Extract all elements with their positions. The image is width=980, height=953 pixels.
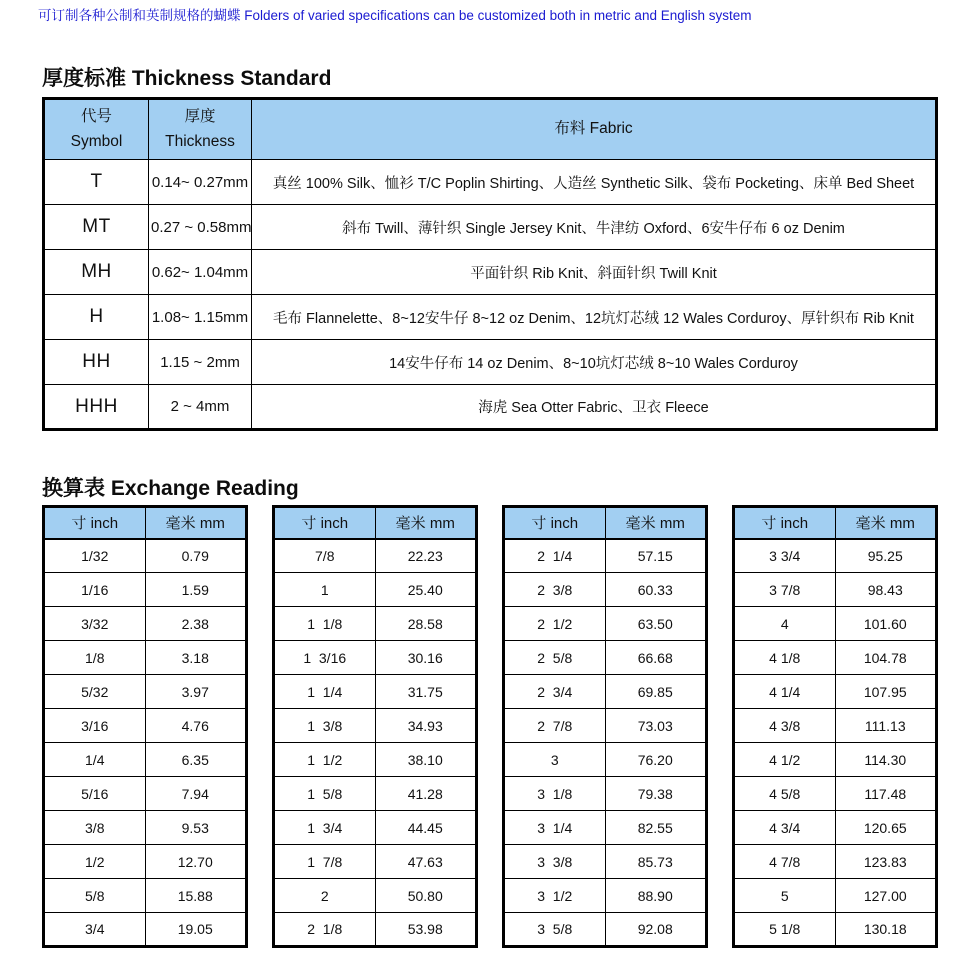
thickness-header-en: Thickness xyxy=(165,132,235,150)
table-row xyxy=(274,913,477,947)
inch-cell: 5 xyxy=(734,879,836,913)
table-row xyxy=(274,845,477,879)
mm-cell: 66.68 xyxy=(605,641,707,675)
inch-cell: 2 1/2 xyxy=(504,607,606,641)
table-row xyxy=(44,743,247,777)
inch-cell: 1 3/16 xyxy=(274,641,376,675)
inch-cell: 7/8 xyxy=(274,539,376,573)
table-row xyxy=(44,675,247,709)
inch-cell: 4 7/8 xyxy=(734,845,836,879)
fabric-column-header: 布料 Fabric xyxy=(252,99,937,160)
table-row xyxy=(274,709,477,743)
fabric-cell: 毛布 Flannelette、8~12安牛仔 8~12 oz Denim、12坑灯芯绒 12 Wales Corduroy、厚针织布 Rib Knit xyxy=(252,295,937,340)
mm-cell: 85.73 xyxy=(605,845,707,879)
inch-cell: 4 1/4 xyxy=(734,675,836,709)
mm-cell: 50.80 xyxy=(375,879,477,913)
inch-cell: 3 7/8 xyxy=(734,573,836,607)
table-row xyxy=(44,913,247,947)
table-row xyxy=(734,879,937,913)
mm-cell: 22.23 xyxy=(375,539,477,573)
inch-cell: 4 xyxy=(734,607,836,641)
mm-cell: 98.43 xyxy=(835,573,937,607)
mm-cell: 130.18 xyxy=(835,913,937,947)
inch-cell: 4 3/8 xyxy=(734,709,836,743)
inch-cell: 3/4 xyxy=(44,913,146,947)
table-row xyxy=(734,811,937,845)
table-row xyxy=(44,573,247,607)
inch-cell: 3 xyxy=(504,743,606,777)
table-row xyxy=(44,641,247,675)
table-row xyxy=(734,709,937,743)
inch-cell: 1/16 xyxy=(44,573,146,607)
mm-cell: 25.40 xyxy=(375,573,477,607)
inch-column-header: 寸 inch xyxy=(504,507,606,539)
symbol-cell: H xyxy=(44,295,149,340)
inch-cell: 5 1/8 xyxy=(734,913,836,947)
table-row xyxy=(504,777,707,811)
exchange-table-2 xyxy=(272,505,478,948)
table-row xyxy=(44,777,247,811)
exchange-table-4 xyxy=(732,505,938,948)
inch-column-header: 寸 inch xyxy=(734,507,836,539)
mm-cell: 107.95 xyxy=(835,675,937,709)
table-row xyxy=(274,777,477,811)
table-row xyxy=(734,607,937,641)
customization-note: 可订制各种公制和英制规格的蝴蝶 Folders of varied specifications can be customized both in metric and English system xyxy=(38,8,752,23)
exchange-table-3-body xyxy=(504,539,707,947)
exchange-table-2-body xyxy=(274,539,477,947)
inch-cell: 3 5/8 xyxy=(504,913,606,947)
inch-cell: 2 3/4 xyxy=(504,675,606,709)
mm-cell: 38.10 xyxy=(375,743,477,777)
table-row xyxy=(44,607,247,641)
mm-cell: 47.63 xyxy=(375,845,477,879)
symbol-cell: HH xyxy=(44,340,149,385)
fabric-cell: 斜布 Twill、薄针织 Single Jersey Knit、牛津纺 Oxford、6安牛仔布 6 oz Denim xyxy=(252,205,937,250)
mm-cell: 123.83 xyxy=(835,845,937,879)
thickness-cell: 1.15 ~ 2mm xyxy=(149,340,252,385)
table-row xyxy=(504,573,707,607)
inch-cell: 4 1/2 xyxy=(734,743,836,777)
table-row xyxy=(734,539,937,573)
mm-cell: 76.20 xyxy=(605,743,707,777)
inch-cell: 2 3/8 xyxy=(504,573,606,607)
table-row xyxy=(44,205,937,250)
table-row xyxy=(504,913,707,947)
table-row xyxy=(504,845,707,879)
header-row xyxy=(44,99,937,160)
mm-cell: 1.59 xyxy=(145,573,247,607)
table-row xyxy=(734,743,937,777)
inch-cell: 2 5/8 xyxy=(504,641,606,675)
header-row xyxy=(44,507,247,539)
table-row xyxy=(274,641,477,675)
mm-cell: 30.16 xyxy=(375,641,477,675)
exchange-reading-title: 换算表 Exchange Reading xyxy=(42,477,299,500)
table-row xyxy=(734,641,937,675)
mm-cell: 92.08 xyxy=(605,913,707,947)
mm-cell: 4.76 xyxy=(145,709,247,743)
inch-cell: 3 1/2 xyxy=(504,879,606,913)
table-row xyxy=(44,879,247,913)
table-row xyxy=(274,743,477,777)
inch-cell: 2 1/4 xyxy=(504,539,606,573)
table-row xyxy=(504,743,707,777)
table-row xyxy=(44,709,247,743)
mm-cell: 79.38 xyxy=(605,777,707,811)
mm-cell: 57.15 xyxy=(605,539,707,573)
table-row xyxy=(44,845,247,879)
table-row xyxy=(274,675,477,709)
inch-cell: 3 1/8 xyxy=(504,777,606,811)
mm-cell: 31.75 xyxy=(375,675,477,709)
mm-cell: 117.48 xyxy=(835,777,937,811)
mm-cell: 15.88 xyxy=(145,879,247,913)
mm-cell: 60.33 xyxy=(605,573,707,607)
table-row xyxy=(504,607,707,641)
table-row xyxy=(274,573,477,607)
inch-cell: 2 xyxy=(274,879,376,913)
fabric-cell: 海虎 Sea Otter Fabric、卫衣 Fleece xyxy=(252,385,937,430)
header-row xyxy=(734,507,937,539)
inch-cell: 4 1/8 xyxy=(734,641,836,675)
mm-column-header: 毫米 mm xyxy=(145,507,247,539)
thickness-cell: 1.08~ 1.15mm xyxy=(149,295,252,340)
inch-cell: 1/8 xyxy=(44,641,146,675)
thickness-cell: 0.27 ~ 0.58mm xyxy=(149,205,252,250)
mm-cell: 53.98 xyxy=(375,913,477,947)
inch-column-header: 寸 inch xyxy=(274,507,376,539)
mm-cell: 88.90 xyxy=(605,879,707,913)
table-row xyxy=(44,385,937,430)
inch-cell: 1 5/8 xyxy=(274,777,376,811)
table-row xyxy=(734,913,937,947)
thickness-cell: 0.14~ 0.27mm xyxy=(149,160,252,205)
inch-cell: 2 7/8 xyxy=(504,709,606,743)
table-row xyxy=(44,539,247,573)
inch-cell: 3 3/8 xyxy=(504,845,606,879)
table-row xyxy=(274,607,477,641)
mm-cell: 3.18 xyxy=(145,641,247,675)
table-row xyxy=(504,879,707,913)
mm-cell: 101.60 xyxy=(835,607,937,641)
table-row xyxy=(734,573,937,607)
inch-cell: 3 3/4 xyxy=(734,539,836,573)
inch-cell: 1 1/2 xyxy=(274,743,376,777)
inch-cell: 1 3/4 xyxy=(274,811,376,845)
mm-cell: 7.94 xyxy=(145,777,247,811)
thickness-standard-table xyxy=(42,97,938,431)
header-row xyxy=(274,507,477,539)
inch-cell: 3/32 xyxy=(44,607,146,641)
mm-cell: 2.38 xyxy=(145,607,247,641)
table-row xyxy=(44,340,937,385)
exchange-tables-row xyxy=(42,505,938,948)
thickness-table-header xyxy=(44,99,937,160)
thickness-column-header xyxy=(149,99,252,160)
mm-cell: 114.30 xyxy=(835,743,937,777)
inch-cell: 1/2 xyxy=(44,845,146,879)
mm-cell: 111.13 xyxy=(835,709,937,743)
thickness-header-cn: 厚度 xyxy=(184,108,216,126)
mm-column-header: 毫米 mm xyxy=(835,507,937,539)
mm-cell: 73.03 xyxy=(605,709,707,743)
mm-cell: 28.58 xyxy=(375,607,477,641)
inch-cell: 5/32 xyxy=(44,675,146,709)
symbol-header-en: Symbol xyxy=(70,132,123,150)
table-row xyxy=(504,811,707,845)
table-row xyxy=(274,879,477,913)
table-row xyxy=(504,675,707,709)
table-row xyxy=(504,539,707,573)
symbol-cell: T xyxy=(44,160,149,205)
inch-column-header: 寸 inch xyxy=(44,507,146,539)
inch-cell: 2 1/8 xyxy=(274,913,376,947)
inch-cell: 1 7/8 xyxy=(274,845,376,879)
mm-cell: 120.65 xyxy=(835,811,937,845)
table-row xyxy=(44,250,937,295)
thickness-cell: 0.62~ 1.04mm xyxy=(149,250,252,295)
mm-cell: 95.25 xyxy=(835,539,937,573)
table-row xyxy=(274,539,477,573)
table-row xyxy=(44,811,247,845)
mm-cell: 63.50 xyxy=(605,607,707,641)
inch-cell: 1 1/4 xyxy=(274,675,376,709)
exchange-table-4-body xyxy=(734,539,937,947)
inch-cell: 3/16 xyxy=(44,709,146,743)
table-row xyxy=(274,811,477,845)
inch-cell: 1 3/8 xyxy=(274,709,376,743)
mm-column-header: 毫米 mm xyxy=(605,507,707,539)
mm-cell: 34.93 xyxy=(375,709,477,743)
inch-cell: 3/8 xyxy=(44,811,146,845)
mm-cell: 104.78 xyxy=(835,641,937,675)
table-row xyxy=(734,675,937,709)
inch-cell: 4 3/4 xyxy=(734,811,836,845)
mm-cell: 82.55 xyxy=(605,811,707,845)
mm-cell: 19.05 xyxy=(145,913,247,947)
table-row xyxy=(44,295,937,340)
exchange-table-3 xyxy=(502,505,708,948)
table-row xyxy=(734,845,937,879)
mm-cell: 69.85 xyxy=(605,675,707,709)
mm-cell: 0.79 xyxy=(145,539,247,573)
table-row xyxy=(734,777,937,811)
inch-cell: 5/8 xyxy=(44,879,146,913)
inch-cell: 1 1/8 xyxy=(274,607,376,641)
symbol-cell: MT xyxy=(44,205,149,250)
header-row xyxy=(504,507,707,539)
inch-cell: 3 1/4 xyxy=(504,811,606,845)
mm-cell: 12.70 xyxy=(145,845,247,879)
mm-column-header: 毫米 mm xyxy=(375,507,477,539)
exchange-table-1-body xyxy=(44,539,247,947)
thickness-standard-title: 厚度标准 Thickness Standard xyxy=(42,67,332,90)
thickness-table-body xyxy=(44,160,937,430)
inch-cell: 1 xyxy=(274,573,376,607)
mm-cell: 44.45 xyxy=(375,811,477,845)
mm-cell: 3.97 xyxy=(145,675,247,709)
inch-cell: 1/32 xyxy=(44,539,146,573)
mm-cell: 127.00 xyxy=(835,879,937,913)
fabric-cell: 平面针织 Rib Knit、斜面针织 Twill Knit xyxy=(252,250,937,295)
symbol-cell: HHH xyxy=(44,385,149,430)
symbol-column-header xyxy=(44,99,149,160)
symbol-header-cn: 代号 xyxy=(80,108,112,126)
fabric-cell: 14安牛仔布 14 oz Denim、8~10坑灯芯绒 8~10 Wales Corduroy xyxy=(252,340,937,385)
mm-cell: 41.28 xyxy=(375,777,477,811)
inch-cell: 4 5/8 xyxy=(734,777,836,811)
exchange-table-1 xyxy=(42,505,248,948)
table-row xyxy=(504,641,707,675)
table-row xyxy=(44,160,937,205)
symbol-cell: MH xyxy=(44,250,149,295)
fabric-cell: 真丝 100% Silk、恤衫 T/C Poplin Shirting、人造丝 Synthetic Silk、袋布 Pocketing、床单 Bed Sheet xyxy=(252,160,937,205)
mm-cell: 6.35 xyxy=(145,743,247,777)
mm-cell: 9.53 xyxy=(145,811,247,845)
table-row xyxy=(504,709,707,743)
inch-cell: 1/4 xyxy=(44,743,146,777)
thickness-cell: 2 ~ 4mm xyxy=(149,385,252,430)
inch-cell: 5/16 xyxy=(44,777,146,811)
